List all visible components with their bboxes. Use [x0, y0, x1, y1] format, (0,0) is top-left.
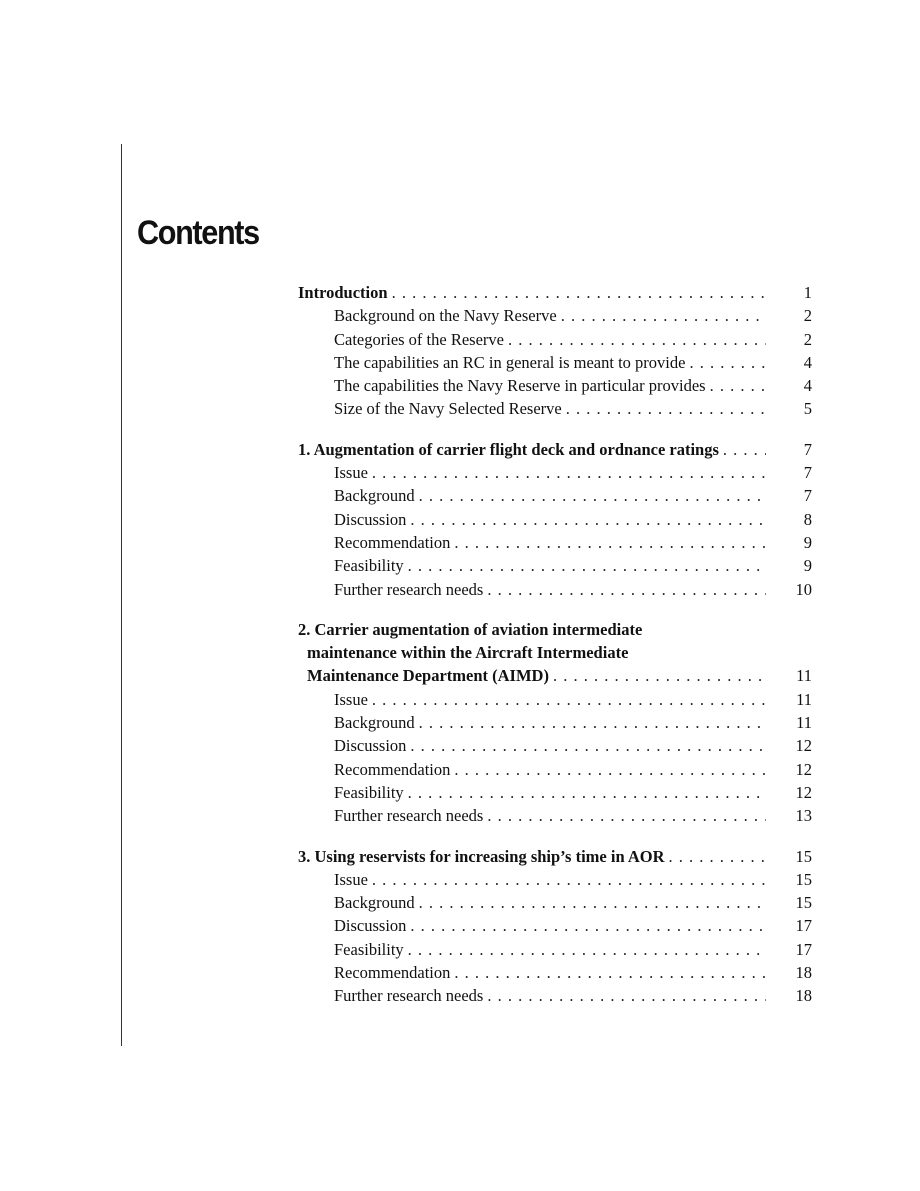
toc-entry-title: Issue: [334, 869, 368, 889]
toc-entry-title: Background on the Navy Reserve: [334, 306, 557, 326]
dot-leader: [454, 760, 766, 780]
toc-page-number: 12: [795, 759, 812, 779]
toc-entry-subsection[interactable]: [298, 893, 812, 916]
toc-page-number: 4: [803, 352, 812, 372]
toc-entry-subsection[interactable]: [298, 870, 812, 893]
toc-page-number: 18: [795, 986, 812, 1006]
toc-page-number: 2: [803, 306, 812, 326]
dot-leader: [508, 330, 766, 350]
toc-entry-title: The capabilities the Navy Reserve in particular provides: [334, 376, 706, 396]
toc-page-number: 12: [795, 782, 812, 802]
dot-leader: [408, 783, 766, 803]
toc-entry-subsection[interactable]: [298, 783, 812, 806]
toc-entry-chapter[interactable]: [298, 440, 812, 463]
toc-entry-subsection[interactable]: [298, 940, 812, 963]
toc-entry-subsection[interactable]: [298, 556, 812, 579]
toc-entry-title: Size of the Navy Selected Reserve: [334, 399, 562, 419]
toc-page-number: 11: [796, 666, 812, 686]
toc-entry-subsection[interactable]: [298, 306, 812, 329]
toc-entry-subsection[interactable]: [298, 736, 812, 759]
dot-leader: [410, 916, 766, 936]
toc-entry-title: Further research needs: [334, 986, 484, 1006]
toc-entry-chapter[interactable]: [298, 643, 812, 666]
toc-entry-title: Recommendation: [334, 963, 451, 983]
dot-leader: [372, 870, 766, 890]
toc-page-number: 11: [796, 713, 812, 733]
dot-leader: [561, 306, 766, 326]
toc-entry-subsection[interactable]: [298, 580, 812, 603]
toc-page-number: 7: [803, 486, 812, 506]
toc-entry-title: Discussion: [334, 736, 407, 756]
toc-entry-title: Further research needs: [334, 579, 484, 599]
dot-leader: [553, 666, 766, 686]
toc-entry-title: Recommendation: [334, 532, 451, 552]
toc-entry-chapter[interactable]: [298, 666, 812, 689]
toc-page-number: 5: [803, 399, 812, 419]
toc-page-number: 11: [796, 689, 812, 709]
toc-entry-title: maintenance within the Aircraft Intermediate: [307, 643, 629, 663]
dot-leader: [419, 893, 766, 913]
toc-entry-title: 3. Using reservists for increasing ship’s time in AOR: [298, 846, 665, 866]
toc-page-number: 8: [803, 509, 812, 529]
dot-leader: [723, 440, 766, 460]
dot-leader: [487, 806, 766, 826]
toc-page-number: 9: [803, 532, 812, 552]
dot-leader: [566, 399, 766, 419]
toc-entry-title: Categories of the Reserve: [334, 329, 504, 349]
dot-leader: [419, 486, 766, 506]
toc-entry-subsection[interactable]: [298, 713, 812, 736]
toc-page-number: 18: [795, 963, 812, 983]
toc-entry-subsection[interactable]: [298, 463, 812, 486]
dot-leader: [710, 376, 766, 396]
toc-entry-subsection[interactable]: [298, 533, 812, 556]
toc-entry-title: Background: [334, 713, 415, 733]
toc-entry-subsection[interactable]: [298, 510, 812, 533]
toc-page-number: 9: [803, 556, 812, 576]
dot-leader: [410, 736, 766, 756]
toc-page-number: 4: [803, 376, 812, 396]
toc-entry-title: Feasibility: [334, 939, 404, 959]
toc-section: [298, 847, 812, 1010]
dot-leader: [454, 963, 766, 983]
toc-entry-subsection[interactable]: [298, 690, 812, 713]
toc-page-number: 17: [795, 916, 812, 936]
toc-entry-subsection[interactable]: [298, 916, 812, 939]
margin-rule: [121, 144, 122, 1046]
toc-page-number: 10: [795, 579, 812, 599]
toc-entry-chapter[interactable]: [298, 847, 812, 870]
table-of-contents: [298, 283, 812, 1027]
toc-entry-title: Discussion: [334, 509, 407, 529]
toc-entry-subsection[interactable]: [298, 486, 812, 509]
toc-entry-title: Further research needs: [334, 806, 484, 826]
toc-page-number: 1: [803, 283, 812, 302]
toc-entry-title: Background: [334, 486, 415, 506]
toc-entry-subsection[interactable]: [298, 986, 812, 1009]
toc-entry-title: Issue: [334, 463, 368, 483]
dot-leader: [372, 690, 766, 710]
toc-entry-title: Introduction: [298, 283, 388, 302]
toc-entry-title: Issue: [334, 689, 368, 709]
dot-leader: [454, 533, 766, 553]
toc-page-number: 15: [795, 893, 812, 913]
toc-section: [298, 620, 812, 830]
dot-leader: [372, 463, 766, 483]
toc-entry-title: Feasibility: [334, 556, 404, 576]
toc-entry-chapter[interactable]: [298, 283, 812, 306]
dot-leader: [392, 283, 766, 303]
toc-page-number: 15: [795, 869, 812, 889]
toc-entry-subsection[interactable]: [298, 963, 812, 986]
toc-entry-title: 1. Augmentation of carrier flight deck and ordnance ratings: [298, 439, 719, 459]
toc-entry-title: Discussion: [334, 916, 407, 936]
page-title: Contents: [137, 214, 259, 252]
dot-leader: [669, 847, 766, 867]
toc-entry-subsection[interactable]: [298, 399, 812, 422]
toc-entry-title: The capabilities an RC in general is meant to provide: [334, 352, 686, 372]
dot-leader: [408, 940, 766, 960]
toc-section: [298, 283, 812, 423]
toc-page-number: 15: [795, 846, 812, 866]
toc-section: [298, 440, 812, 603]
toc-entry-chapter[interactable]: [298, 620, 812, 643]
toc-entry-title: Recommendation: [334, 759, 451, 779]
toc-page-number: 12: [795, 736, 812, 756]
toc-entry-subsection[interactable]: [298, 330, 812, 353]
dot-leader: [689, 353, 766, 373]
dot-leader: [487, 986, 766, 1006]
toc-page-number: 7: [803, 463, 812, 483]
toc-page-number: 2: [803, 329, 812, 349]
toc-entry-subsection[interactable]: [298, 353, 812, 376]
toc-page-number: 17: [795, 939, 812, 959]
dot-leader: [408, 556, 766, 576]
dot-leader: [487, 580, 766, 600]
toc-entry-title: Background: [334, 893, 415, 913]
toc-entry-subsection[interactable]: [298, 806, 812, 829]
toc-entry-subsection[interactable]: [298, 760, 812, 783]
toc-page-number: 13: [795, 806, 812, 826]
dot-leader: [419, 713, 766, 733]
toc-page-number: 7: [803, 439, 812, 459]
toc-entry-title: Maintenance Department (AIMD): [307, 666, 549, 686]
toc-entry-title: 2. Carrier augmentation of aviation intermediate: [298, 619, 643, 639]
toc-entry-subsection[interactable]: [298, 376, 812, 399]
dot-leader: [410, 510, 766, 530]
toc-entry-title: Feasibility: [334, 782, 404, 802]
